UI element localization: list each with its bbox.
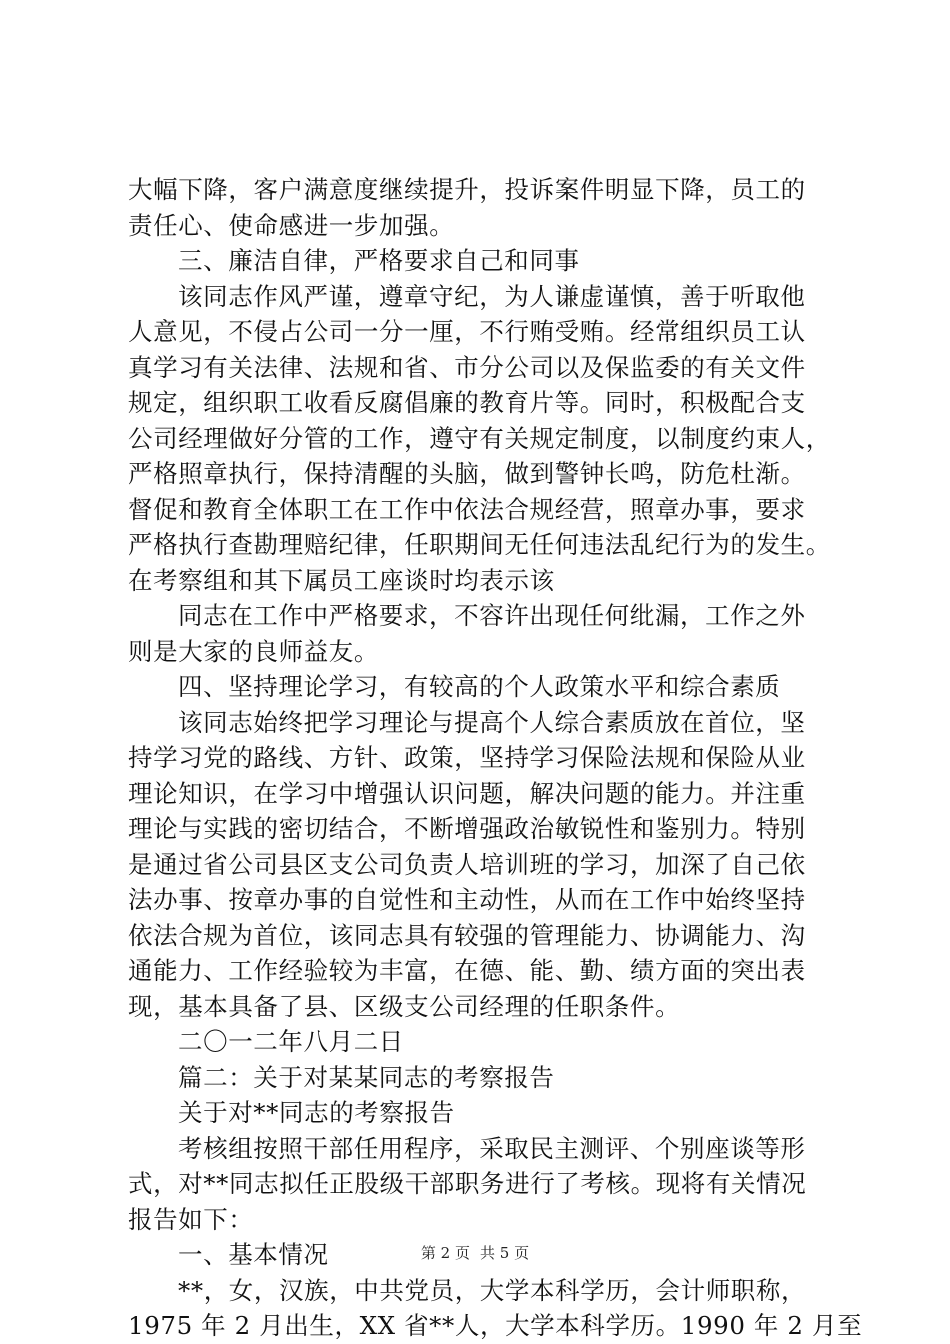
page-number: 第 2 页 — [420, 1244, 470, 1262]
text-line: 篇二：关于对某某同志的考察报告 — [178, 1062, 555, 1092]
text-line: 真学习有关法律、法规和省、市分公司以及保监委的有关文件 — [128, 352, 806, 382]
text-line: 考核组按照干部任用程序，采取民主测评、个别座谈等形 — [178, 1133, 806, 1163]
text-line: 严格执行查勘理赔纪律，任职期间无任何违法乱纪行为的发生。 — [128, 530, 831, 559]
text-line: 理论与实践的密切结合，不断增强政治敏锐性和鉴别力。特别 — [128, 814, 806, 843]
text-line: **，女，汉族，中共党员，大学本科学历，会计师职称， — [178, 1275, 807, 1305]
text-line: 严格照章执行，保持清醒的头脑，做到警钟长鸣，防危杜渐。 — [128, 459, 806, 488]
text-line: 式，对**同志拟任正股级干部职务进行了考核。现将有关情况 — [128, 1169, 807, 1198]
text-line: 依法合规为首位，该同志具有较强的管理能力、协调能力、沟 — [128, 920, 806, 950]
text-line: 报告如下： — [128, 1204, 254, 1234]
text-line: 理论知识，在学习中增强认识问题，解决问题的能力。并注重 — [128, 778, 806, 808]
text-line: 法办事、按章办事的自觉性和主动性，从而在工作中始终坚持 — [128, 885, 806, 914]
text-line: 督促和教育全体职工在工作中依法合规经营，照章办事，要求 — [128, 494, 806, 524]
text-line: 规定，组织职工收看反腐倡廉的教育片等。同时，积极配合支 — [128, 388, 806, 417]
text-line: 同志在工作中严格要求，不容许出现任何纰漏，工作之外 — [178, 601, 806, 630]
text-line: 大幅下降，客户满意度继续提升，投诉案件明显下降，员工的 — [128, 175, 806, 204]
text-line: 该同志始终把学习理论与提高个人综合素质放在首位，坚 — [178, 707, 806, 737]
text-line: 人意见，不侵占公司一分一厘，不行贿受贿。经常组织员工认 — [128, 317, 806, 346]
text-line: 持学习党的路线、方针、政策，坚持学习保险法规和保险从业 — [128, 743, 806, 772]
text-line: 三、廉洁自律，严格要求自己和同事 — [178, 246, 580, 275]
text-line: 二〇一二年八月二日 — [178, 1027, 404, 1056]
text-line: 四、坚持理论学习，有较高的个人政策水平和综合素质 — [178, 672, 781, 701]
text-line: 责任心、使命感进一步加强。 — [128, 210, 455, 240]
text-line: 则是大家的良师益友。 — [128, 636, 379, 666]
text-line: 通能力、工作经验较为丰富，在德、能、勤、绩方面的突出表 — [128, 956, 806, 985]
text-line: 1975 年 2 月出生，XX 省**人，大学本科学历。1990 年 2 月至 — [128, 1311, 863, 1340]
text-line: 一、基本情况 — [178, 1240, 329, 1269]
text-line: 公司经理做好分管的工作，遵守有关规定制度，以制度约束人， — [128, 423, 831, 453]
text-line: 在考察组和其下属员工座谈时均表示该 — [128, 565, 555, 595]
text-line: 该同志作风严谨，遵章守纪，为人谦虚谨慎，善于听取他 — [178, 281, 806, 311]
page-footer — [0, 1243, 950, 1263]
text-line: 是通过省公司县区支公司负责人培训班的学习，加深了自己依 — [128, 849, 806, 879]
text-line: 关于对**同志的考察报告 — [178, 1098, 455, 1127]
page-total: 共 5 页 — [480, 1244, 530, 1262]
text-line: 现，基本具备了县、区级支公司经理的任职条件。 — [128, 991, 681, 1021]
document-body — [128, 172, 863, 1344]
